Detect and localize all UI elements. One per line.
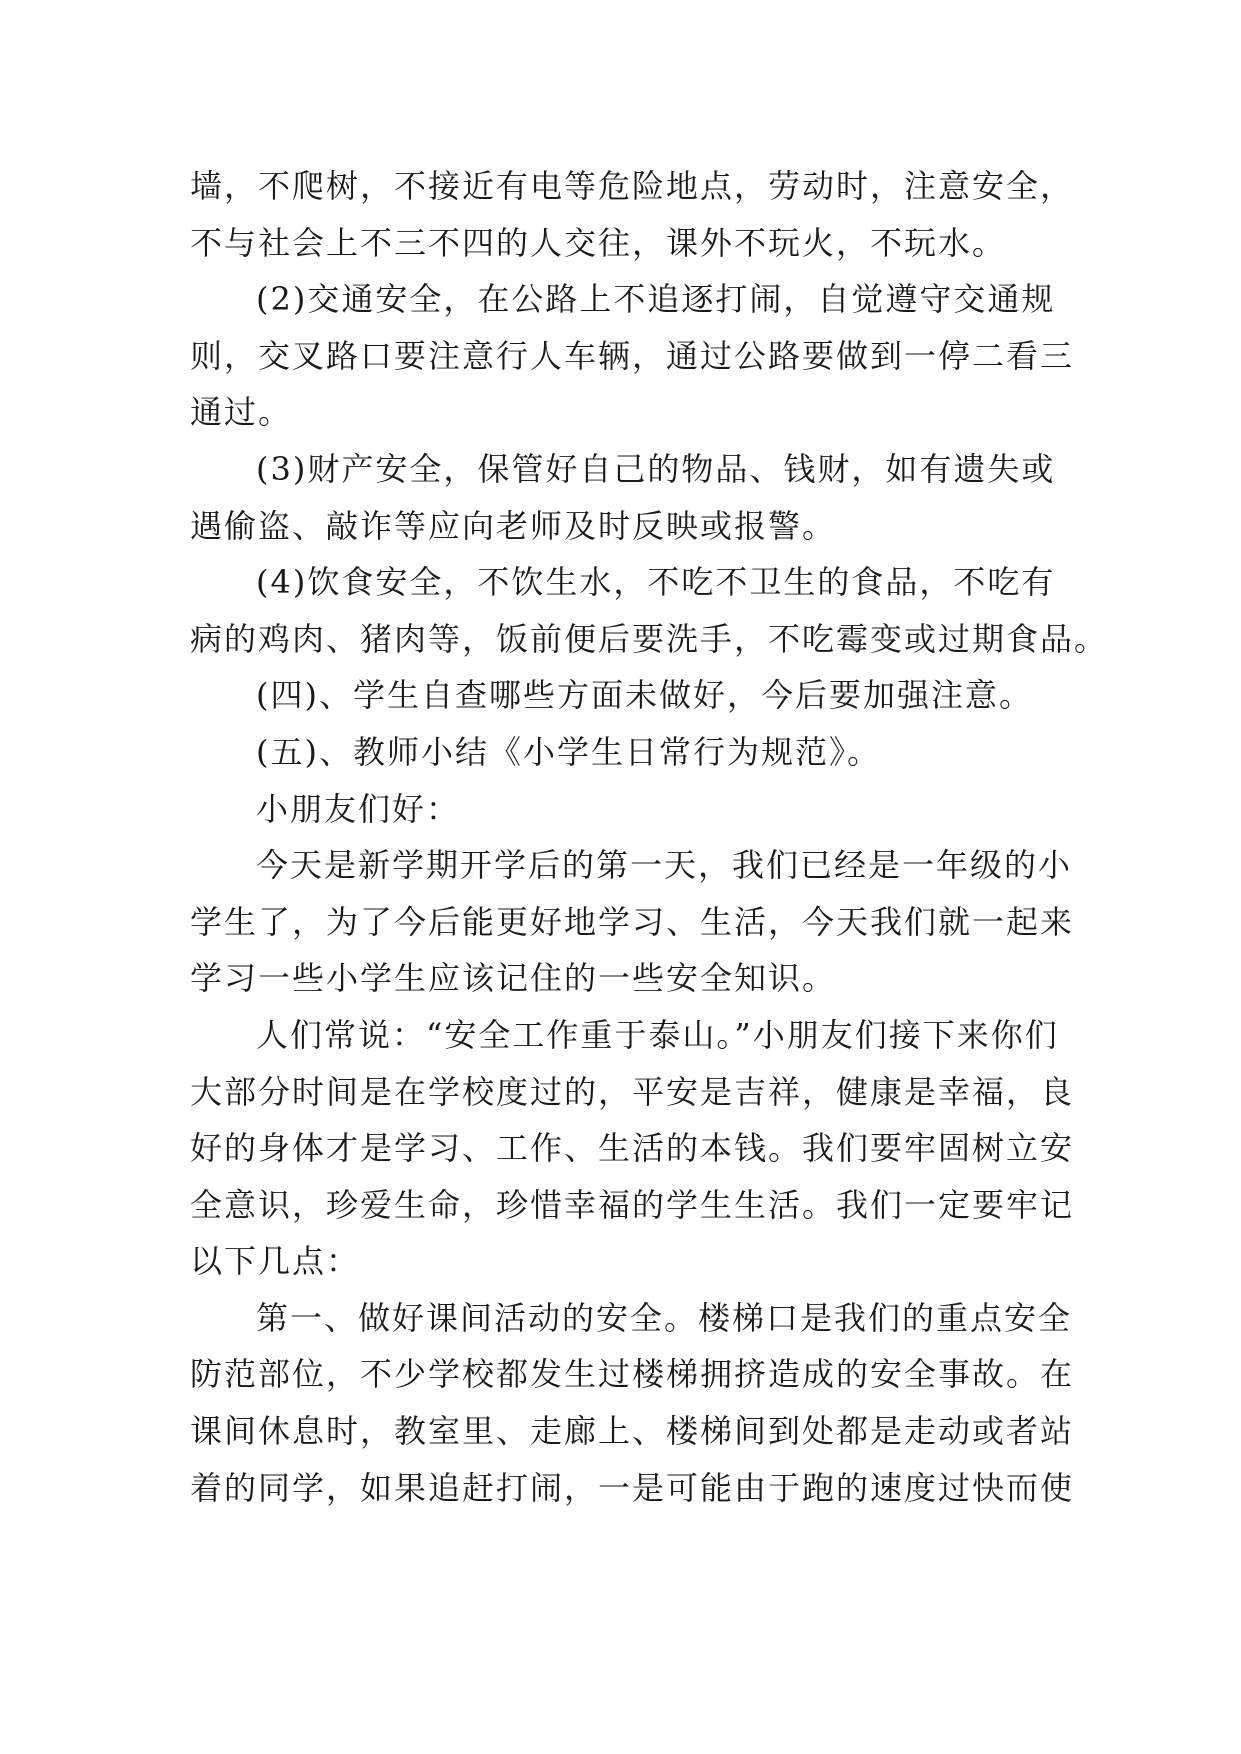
text-line: 大部分时间是在学校度过的，平安是吉祥，健康是幸福，良 [190,1072,1075,1111]
text-line: 课间休息时，教室里、走廊上、楼梯间到处都是走动或者站 [190,1412,1075,1451]
document-body [190,158,1109,1516]
text-line: 学生了，为了今后能更好地学习、生活，今天我们就一起来 [190,902,1075,941]
text-line: 不与社会上不三不四的人交往，课外不玩火，不玩水。 [190,223,1007,262]
text-line: (五)、教师小结《小学生日常行为规范》。 [256,732,881,771]
text-line: 病的鸡肉、猪肉等，饭前便后要洗手，不吃霉变或过期食品。 [190,619,1109,658]
text-line: (3)财产安全，保管好自己的物品、钱财，如有遗失或 [256,449,1056,488]
text-line: 第一、做好课间活动的安全。楼梯口是我们的重点安全 [256,1298,1073,1337]
text-line: 墙，不爬树，不接近有电等危险地点，劳动时，注意安全， [190,167,1075,205]
text-line: 以下几点： [190,1242,361,1281]
text-line: 防范部位，不少学校都发生过楼梯拥挤造成的安全事故。在 [190,1355,1075,1394]
text-line: 则，交叉路口要注意行人车辆，通过公路要做到一停二看三 [190,336,1075,375]
text-line: (2)交通安全，在公路上不追逐打闹，自觉遵守交通规 [256,280,1056,319]
text-line: 人们常说：“安全工作重于泰山。”小朋友们接下来你们 [256,1015,1059,1054]
text-line: (4)饮食安全，不饮生水，不吃不卫生的食品，不吃有 [256,563,1056,602]
text-line: 全意识，珍爱生命，珍惜幸福的学生生活。我们一定要牢记 [190,1185,1075,1224]
text-line: 通过。 [190,393,293,432]
text-line: 学习一些小学生应该记住的一些安全知识。 [190,959,837,998]
text-line: (四)、学生自查哪些方面未做好，今后要加强注意。 [256,676,1033,715]
text-line: 遇偷盗、敲诈等应向老师及时反映或报警。 [190,506,837,545]
text-line: 好的身体才是学习、工作、生活的本钱。我们要牢固树立安 [190,1129,1075,1168]
text-line: 小朋友们好： [256,789,461,828]
text-line: 今天是新学期开学后的第一天，我们已经是一年级的小 [256,846,1073,885]
text-line: 着的同学，如果追赶打闹，一是可能由于跑的速度过快而使 [190,1468,1075,1507]
